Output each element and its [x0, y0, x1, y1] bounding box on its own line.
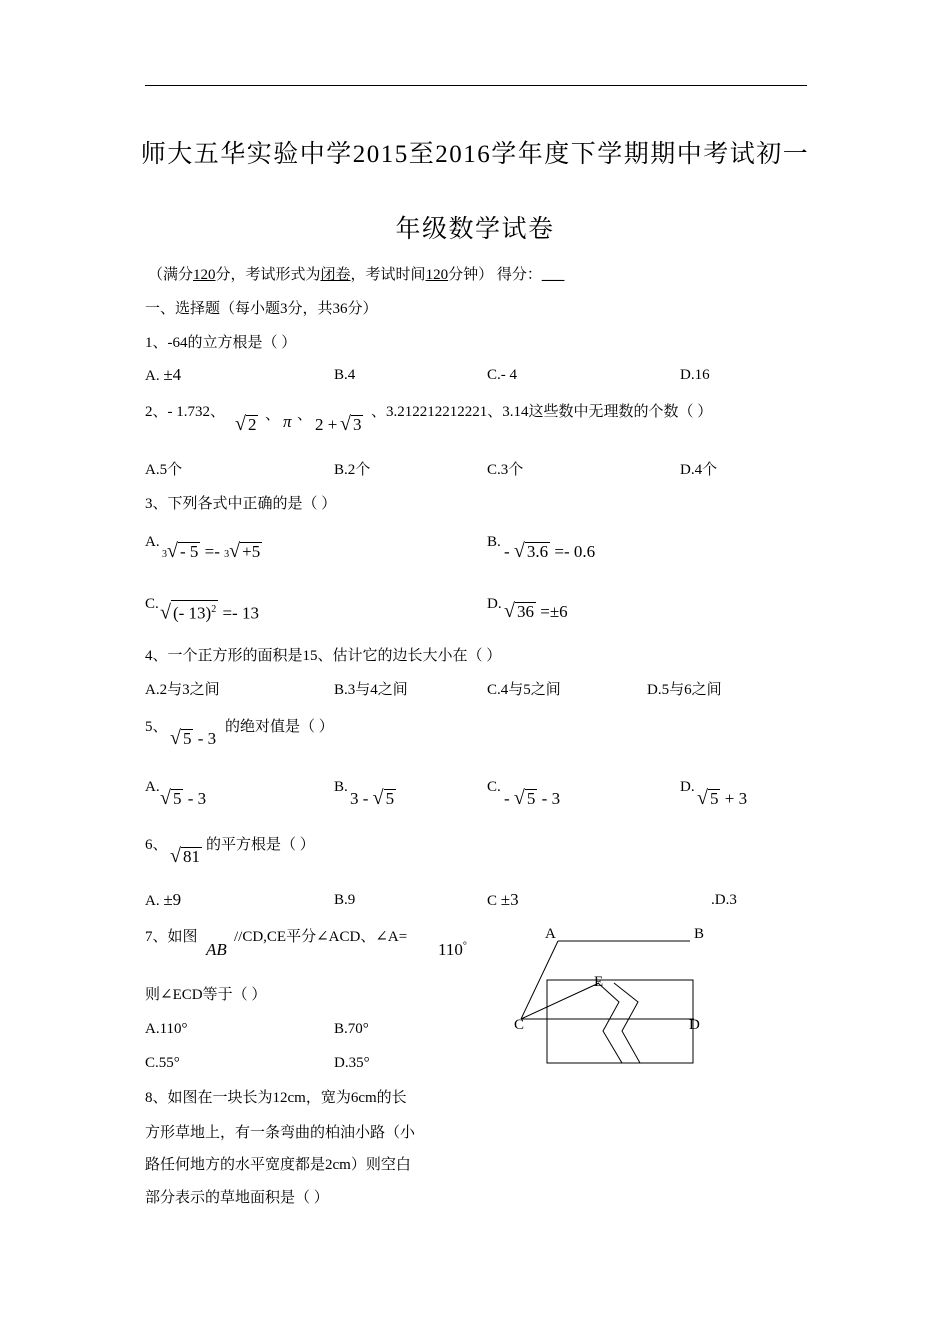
label-b: B — [694, 926, 705, 942]
q3-option-a-math: 3√ - 5 =- 3√ +5 — [162, 540, 261, 562]
q6-option-a: A. ±9 — [145, 890, 182, 909]
geometry-figure — [500, 915, 730, 1080]
label-e: E — [594, 974, 604, 990]
option-math: ±4 — [163, 365, 182, 384]
q7-angle: 110° — [438, 940, 467, 959]
road-edge-left — [598, 983, 622, 1063]
q2-sqrt2: √ 2 — [235, 413, 257, 435]
q3-option-c-math: √ (- 13)$^2$ =- 13 — [160, 601, 259, 624]
q4-stem: 4、一个正方形的面积是15、估计它的边长大小在（ ） — [145, 648, 502, 664]
q2-number: 2、- 1.732、 — [145, 404, 225, 420]
q5-option-d-math: √ 5 + 3 — [697, 787, 748, 809]
q4-option-d: D.5与6之间 — [647, 682, 722, 698]
q2-two-plus: 2 + — [315, 415, 338, 434]
q7-pre: 7、如图 — [145, 929, 198, 945]
q6-option-b: B.9 — [334, 892, 356, 908]
q6-sqrt81: √ 81 — [170, 845, 200, 867]
q2-option-d: D.4个 — [680, 462, 718, 478]
info-text: （满分 — [148, 267, 194, 283]
q3-stem: 3、下列各式中正确的是（ ） — [145, 496, 337, 512]
q5-option-a-math: √ 5 - 3 — [160, 787, 207, 809]
q5-option-c-math: - √ 5 - 3 — [504, 787, 561, 809]
q1-option-b: B.4 — [334, 367, 356, 383]
q5-option-c-label: C. — [487, 779, 501, 795]
q3-option-a-label: A. — [145, 534, 160, 550]
info-text: ，考试时间 — [350, 267, 426, 283]
q5-number: 5、 — [145, 719, 168, 735]
q7-option-a: A.110° — [145, 1021, 188, 1037]
page-title-line2: 年级数学试卷 — [395, 216, 555, 243]
lawn-rectangle — [547, 980, 693, 1063]
page-title-line1: 师大五华实验中学2015至2016学年度下学期期中考试初一 — [140, 141, 810, 168]
label-c: C — [514, 1017, 525, 1033]
q3-option-b-label: B. — [487, 534, 501, 550]
q3-option-c-label: C. — [145, 596, 159, 612]
top-rule — [145, 85, 807, 86]
q7-option-c: C.55° — [145, 1055, 180, 1071]
info-time: 120 — [425, 267, 449, 283]
q3-option-d-label: D. — [487, 596, 502, 612]
q7-line2: 则∠ECD等于（ ） — [145, 987, 267, 1003]
q2-sqrt3: √ 3 — [340, 413, 362, 435]
option-label: A. — [145, 368, 160, 384]
q2-rest: 、3.212212212221、3.14这些数中无理数的个数（ ） — [371, 404, 713, 420]
q2-option-b: B.2个 — [334, 462, 371, 478]
q7-option-d: D.35° — [334, 1055, 370, 1071]
info-score: 120 — [193, 267, 216, 283]
q8-line2: 方形草地上，有一条弯曲的柏油小路（小 — [145, 1125, 416, 1141]
q5-tail: 的绝对值是（ ） — [225, 719, 334, 735]
label-d: D — [689, 1017, 700, 1033]
section-heading: 一、选择题（每小题3分，共36分） — [145, 301, 378, 317]
q1-option-c: C.- 4 — [487, 367, 517, 383]
q7-ab: AB — [206, 940, 227, 959]
q1-option-a — [145, 365, 181, 386]
q8-line3: 路任何地方的水平宽度都是2cm）则空白 — [145, 1157, 411, 1173]
q6-number: 6、 — [145, 837, 168, 853]
q4-option-a: A.2与3之间 — [145, 682, 220, 698]
q5-option-a-label: A. — [145, 779, 160, 795]
exam-info — [148, 265, 564, 285]
score-blank: ___ — [541, 267, 565, 283]
q1-option-d: D.16 — [680, 367, 710, 383]
q3-option-d-math: √ 36 =±6 — [504, 600, 568, 622]
road-edge-right — [614, 983, 640, 1063]
label-a: A — [545, 926, 556, 942]
q4-option-b: B.3与4之间 — [334, 682, 408, 698]
q5-option-b-label: B. — [334, 779, 348, 795]
q1-stem: 1、-64的立方根是（ ） — [145, 335, 297, 351]
q2-sep: 、 — [265, 407, 281, 423]
q2-option-a: A.5个 — [145, 462, 183, 478]
info-form: 闭卷 — [320, 267, 351, 283]
q2-sep: 、 — [297, 407, 313, 423]
q5-option-d-label: D. — [680, 779, 695, 795]
q7-option-b: B.70° — [334, 1021, 369, 1037]
q8-line1: 8、如图在一块长为12cm，宽为6cm的长 — [145, 1090, 407, 1106]
q8-line4: 部分表示的草地面积是（ ） — [145, 1190, 329, 1206]
q7-mid: //CD,CE平分∠ACD、∠A= — [234, 929, 408, 945]
q4-option-c: C.4与5之间 — [487, 682, 561, 698]
q3-option-b-math: - √ 3.6 =- 0.6 — [504, 540, 596, 562]
q6-tail: 的平方根是（ ） — [206, 837, 315, 853]
q5-option-b-math: 3 - √ 5 — [350, 787, 395, 809]
q6-option-d: .D.3 — [711, 892, 737, 908]
line-ce — [521, 983, 599, 1019]
q6-option-c: C ±3 — [487, 890, 519, 909]
q2-pi: π — [283, 412, 292, 431]
info-text: 分，考试形式为 — [215, 267, 321, 283]
q2-option-c: C.3个 — [487, 462, 524, 478]
q5-expression: √ 5 - 3 — [170, 727, 217, 749]
info-text: 分钟） 得分： — [448, 267, 542, 283]
